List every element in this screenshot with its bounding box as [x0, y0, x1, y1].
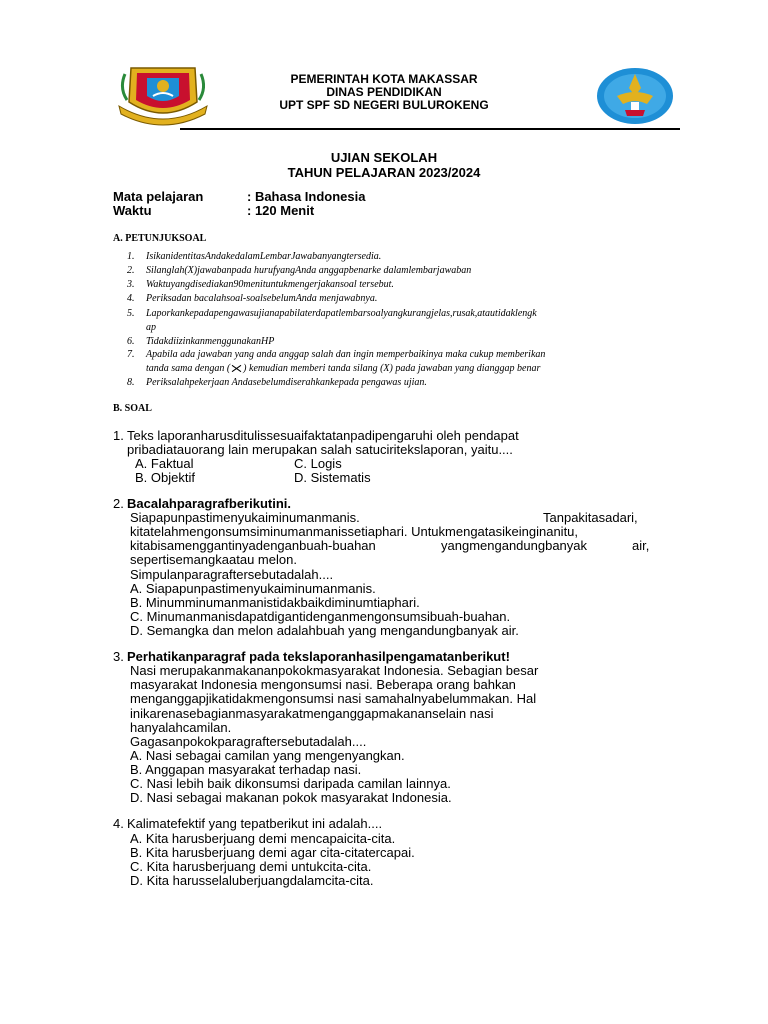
question-3-number: 3. [113, 649, 124, 664]
instruction-item: 6. TidakdiizinkanmenggunakanHP [127, 336, 275, 347]
option-c[interactable]: C. Kita harusberjuang demi untukcita-cita. [130, 859, 372, 874]
option-b[interactable]: B. Objektif [135, 470, 195, 485]
exam-title: UJIAN SEKOLAH [330, 150, 438, 165]
paragraph-line: yangmengandungbanyak [441, 538, 588, 553]
paragraph-line: kitabisamenggantinyadenganbuah-buahan [130, 538, 376, 553]
option-c[interactable]: C. Logis [294, 456, 342, 471]
option-c[interactable]: C. Minumanmanisdapatdigantidenganmengonsumsibuah-buahan. [130, 609, 511, 624]
struck-x-icon [230, 364, 243, 374]
question-4-prompt: Kalimatefektif yang tepatberikut ini adalah.... [127, 816, 383, 831]
question-3-ask: Gagasanpokokparagraftersebutadalah.... [130, 734, 367, 749]
paragraph-line: kitatelahmengonsumsiminumanmanissetiaphari. Untukmengatasikeinginanitu, [130, 524, 579, 539]
paragraph-line: inikarenasebagianmasyarakatmenganggapmakananselain nasi [130, 706, 494, 721]
paragraph-line: hanyalahcamilan. [130, 720, 232, 735]
option-a[interactable]: A. Nasi sebagai camilan yang mengenyangkan. [130, 748, 405, 763]
time-label: Waktu [113, 203, 152, 218]
option-d[interactable]: D. Sistematis [294, 470, 371, 485]
question-2-number: 2. [113, 496, 124, 511]
question-1-text-line-1: Teks laporanharusditulissesuaifaktatanpadipengaruhi oleh pendapat [127, 428, 519, 443]
option-d[interactable]: D. Kita harusselaluberjuangdalamcita-cita. [130, 873, 374, 888]
instruction-item: 4. Periksadan bacalahsoal-soalsebelumAnda menjawabnya. [127, 293, 378, 304]
paragraph-line: Nasi merupakanmakananpokokmasyarakat Indonesia. Sebagian besar [130, 663, 539, 678]
option-b[interactable]: B. Minumminumanmanistidakbaikdiminumtiaphari. [130, 595, 420, 610]
section-b-title: B. SOAL [113, 403, 152, 414]
header-line-1: PEMERINTAH KOTA MAKASSAR [290, 72, 478, 86]
makassar-crest-logo [117, 62, 209, 128]
question-2-ask: Simpulanparagraftersebutadalah.... [130, 567, 334, 582]
instruction-item: 2. Silanglah(X)jawabanpada hurufyangAnda anggapbenarke dalamlembarjawaban [127, 265, 472, 276]
subject-value: : Bahasa Indonesia [247, 189, 366, 204]
time-value: : 120 Menit [247, 203, 315, 218]
question-3-prompt: Perhatikanparagraf pada tekslaporanhasilpengamatanberikut! [127, 649, 510, 664]
section-a-title: A. PETUNJUKSOAL [113, 233, 207, 244]
header-line-3: UPT SPF SD NEGERI BULUROKENG [279, 98, 489, 112]
instruction-item: 7. Apabila ada jawaban yang anda anggap salah dan ingin memperbaikinya maka cukup memberikan [127, 349, 546, 360]
instruction-item: 1. IsikanidentitasAndakedalamLembarJawabanyangtersedia. [127, 251, 382, 262]
option-c[interactable]: C. Nasi lebih baik dikonsumsi daripada camilan lainnya. [130, 776, 451, 791]
question-2-prompt: Bacalahparagrafberikutini. [127, 496, 291, 511]
instruction-item-continued: ap [146, 322, 156, 333]
option-d[interactable]: D. Nasi sebagai makanan pokok masyarakat Indonesia. [130, 790, 452, 805]
paragraph-line: sepertisemangkaatau melon. [130, 552, 297, 567]
question-1-text-line-2: pribadiatauorang lain merupakan salah satuciritekslaporan, yaitu.... [127, 442, 513, 457]
subject-row [113, 190, 365, 204]
exam-year: TAHUN PELAJARAN 2023/2024 [287, 165, 481, 180]
paragraph-line: air, [632, 538, 650, 553]
header-divider [180, 128, 680, 130]
paragraph-line: Tanpakitasadari, [543, 510, 638, 525]
paragraph-line: masyarakat Indonesia mengonsumsi nasi. Beberapa orang bahkan [130, 677, 516, 692]
instruction-item: 8. Periksalahpekerjaan Andasebelumdiserahkankepada pengawas ujian. [127, 377, 427, 388]
option-d[interactable]: D. Semangka dan melon adalahbuah yang mengandungbanyak air. [130, 623, 519, 638]
option-a[interactable]: A. Siapapunpastimenyukaiminumanmanis. [130, 581, 376, 596]
paragraph-line: menganggapjikatidakmengonsumsi nasi samahalnyabelummakan. Hal [130, 691, 537, 706]
time-row [113, 204, 314, 218]
paragraph-line: Siapapunpastimenyukaiminumanmanis. [130, 510, 360, 525]
option-a[interactable]: A. Kita harusberjuang demi mencapaicita-cita. [130, 831, 396, 846]
subject-label: Mata pelajaran [113, 189, 204, 204]
instruction-item: 5. Laporkankepadapengawasujianapabilaterdapatlembarsoalyangkurangjelas,rusak,atautidaklengk [127, 308, 537, 319]
option-b[interactable]: B. Kita harusberjuang demi agar cita-citatercapai. [130, 845, 415, 860]
option-b[interactable]: B. Anggapan masyarakat terhadap nasi. [130, 762, 362, 777]
header-line-2: DINAS PENDIDIKAN [326, 85, 442, 99]
tut-wuri-handayani-logo [595, 66, 675, 126]
instruction-item: 3. Waktuyangdisediakan90menituntukmengerjakansoal tersebut. [127, 279, 394, 290]
instructions-list [127, 250, 647, 400]
option-a[interactable]: A. Faktual [135, 456, 194, 471]
question-1-number: 1. [113, 428, 124, 443]
instruction-item-continued: tanda sama dengan ( ) kemudian memberi tanda silang (X) pada jawaban yang dianggap benar [146, 363, 541, 374]
question-4-number: 4. [113, 816, 124, 831]
